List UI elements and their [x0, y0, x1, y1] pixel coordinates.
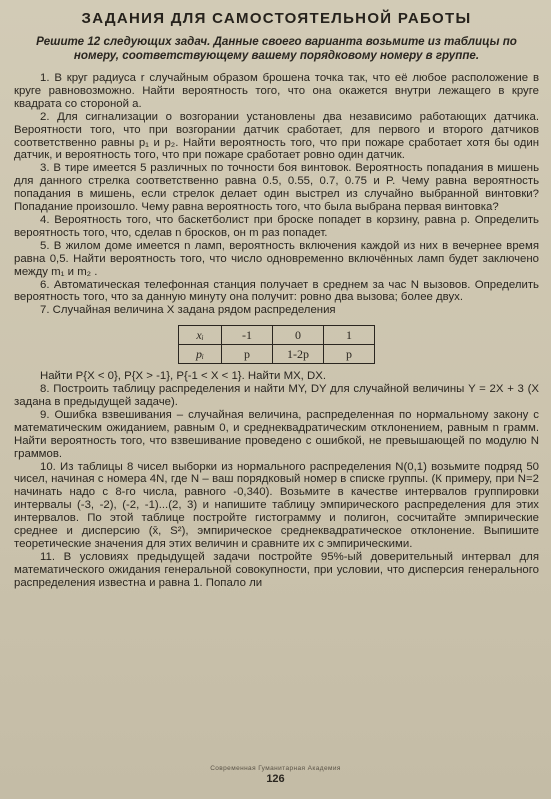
- table-row: [179, 345, 375, 364]
- table-cell: xᵢ: [179, 326, 222, 345]
- task-8: 8. Построить таблицу распределения и найти MY, DY для случайной величины Y = 2X + 3 (X задана в предыдущей задаче).: [14, 383, 539, 409]
- table-cell: 0: [273, 326, 324, 345]
- instructions-paragraph: Решите 12 следующих задач. Данные своего варианта возьмите из таблицы по номеру, соответствующему вашему порядковому номеру в группе.: [36, 35, 517, 62]
- table-cell: 1: [324, 326, 375, 345]
- task-11: 11. В условиях предыдущей задачи постройте 95%-ый доверительный интервал для математического ожидания генеральной совокупности, при условии, что дисперсия генерального распределения известна и равна 1. Попало ли: [14, 550, 539, 589]
- page-footer: [0, 765, 551, 785]
- task-5: 5. В жилом доме имеется n ламп, вероятность включения каждой из них в вечернее время равна 0,5. Найти вероятность того, что число одновременно включённых ламп будет заключено между m₁ и m₂ .: [14, 239, 539, 278]
- table-cell: p: [222, 345, 273, 364]
- task-1: 1. В круг радиуса r случайным образом брошена точка так, что её любое расположение в круге равновозможно. Найти вероятность того, что она окажется внутри лежащего в круге квадрата со стороной a.: [14, 72, 539, 110]
- task-7: 7. Случайная величина X задана рядом распределения: [40, 304, 336, 317]
- tasks-body: [14, 72, 539, 590]
- table-row: [179, 326, 375, 345]
- task-3: 3. В тире имеется 5 различных по точности боя винтовок. Вероятность попадания в мишень для данного стрелка соответственно равна 0.5, 0.55, 0.7, 0.75 и P. Чему равна вероятность попадания в мишень, если стрелок делает один выстрел из случайно выбранной винтовки? Попадание произошло. Чему равна вероятность того, что была выбрана первая винтовка?: [14, 162, 539, 214]
- table-cell: 1-2p: [273, 345, 324, 364]
- page-title: ЗАДАНИЯ ДЛЯ САМОСТОЯТЕЛЬНОЙ РАБОТЫ: [81, 10, 472, 27]
- task-7-questions: Найти P{X < 0}, P{X > -1}, P{-1 < X < 1}. Найти MX, DX.: [40, 370, 326, 383]
- task-2: 2. Для сигнализации о возгорании установлены два независимо работающих датчика. Вероятности того, что при возгорании датчик сработает, для первого и второго датчиков соответственно равны p₁ и p₂. Найти вероятность того, что при пожаре сработает хотя бы один датчик, и вероятность того, что при пожаре сработает ровно один датчик.: [14, 110, 539, 162]
- task-6: 6. Автоматическая телефонная станция получает в среднем за час N вызовов. Определить вероятность того, что за данную минуту она получит: ровно два вызова; более двух.: [14, 278, 539, 304]
- footer-organization: Современная Гуманитарная Академия: [210, 765, 341, 772]
- distribution-table-wrap: [14, 325, 539, 364]
- table-cell: pᵢ: [179, 345, 222, 364]
- task-10: 10. Из таблицы 8 чисел выборки из нормального распределения N(0,1) возьмите подряд 50 чисел, начиная с номера 4N, где N – ваш порядковый номер в списке группы. (К примеру, при N=2 начинать надо с 8-го числа, равного -0,340). Возьмите в качестве интервалов группировки интервалы (-3, -2), (-2, -1)...(2, 3) и напишите таблицу эмпирического распределения для этих интервалов. По этой таблице постройте гистограмму и полигон, сосчитайте эмпирические среднее и дисперсию (x̄, S²), эмпирическое среднеквадратическое отклонение. Выпишите теоретические значения для этих величин и сравните их с эмпирическими.: [14, 460, 539, 550]
- distribution-table: [178, 325, 375, 364]
- table-cell: p: [324, 345, 375, 364]
- task-4: 4. Вероятность того, что баскетболист при броске попадет в корзину, равна p. Определить вероятность того, что, сделав n бросков, он m раз попадет.: [14, 213, 539, 239]
- task-9: 9. Ошибка взвешивания – случайная величина, распределенная по нормальному закону с математическим ожиданием, равным 0, и среднеквадратическим отклонением, равным n грамм. Найти вероятность того, что взвешивание проведено с ошибкой, не превышающей по модулю N граммов.: [14, 408, 539, 460]
- page-number: 126: [266, 773, 285, 785]
- table-cell: -1: [222, 326, 273, 345]
